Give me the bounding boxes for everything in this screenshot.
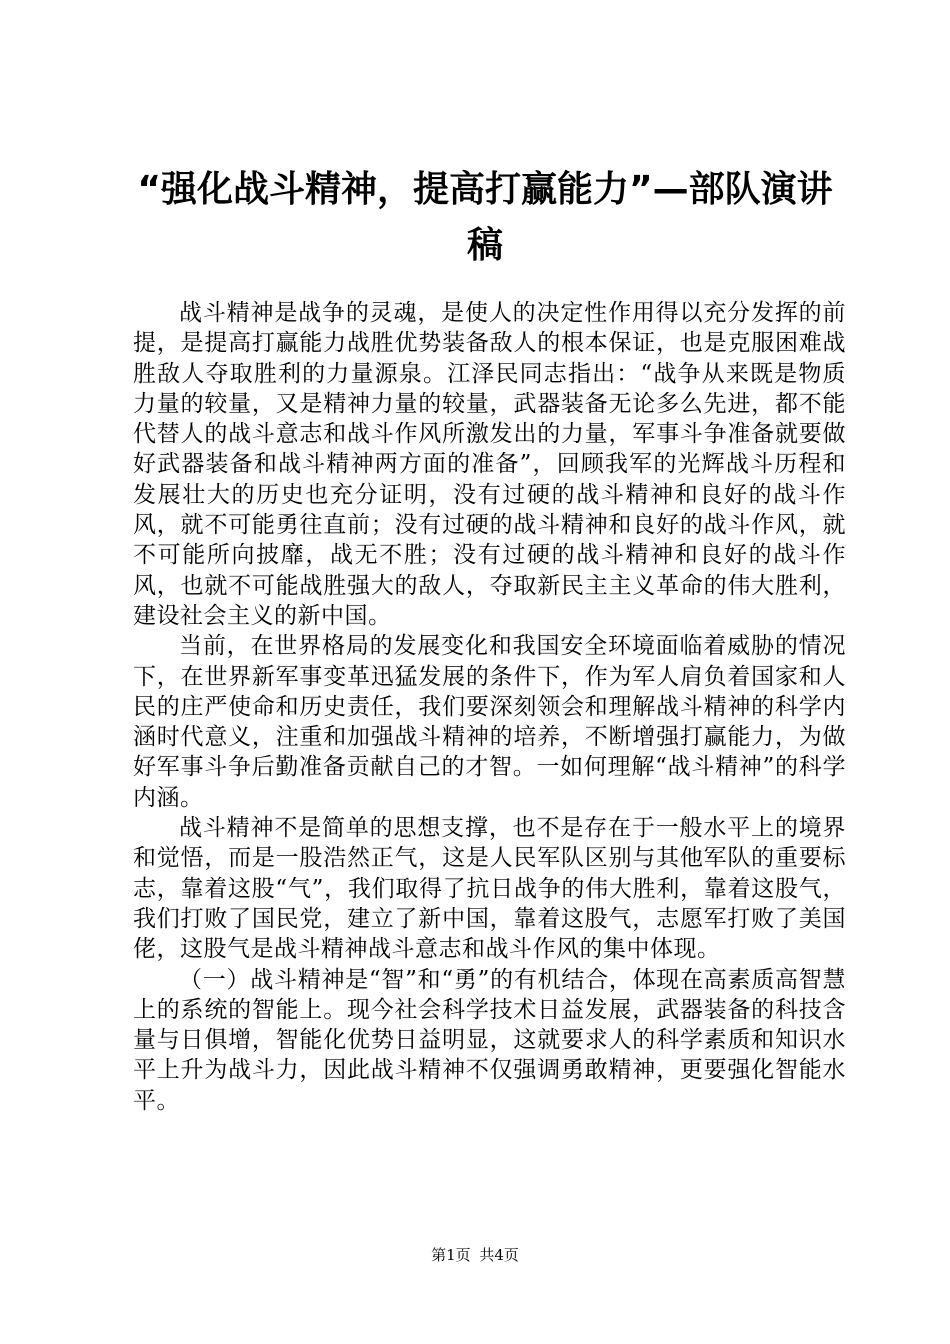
- page-footer: [0, 1244, 950, 1265]
- paragraph: （一）战斗精神是“智”和“勇”的有机结合，体现在高素质高智慧上的系统的智能上。现今社会科学技术日益发展，武器装备的科技含量与日俱增，智能化优势日益明显，这就要求人的科学素质和知识水平上升为战斗力，因此战斗精神不仅强调勇敢精神，更要强化智能水平。: [133, 966, 846, 1114]
- paragraph: 当前，在世界格局的发展变化和我国安全环境面临着威胁的情况下，在世界新军事变革迅猛发展的条件下，作为军人肩负着国家和人民的庄严使命和历史责任，我们要深刻领会和理解战斗精神的科学内涵时代意义，注重和加强战斗精神的培养，不断增强打赢能力，为做好军事斗争后勤准备贡献自己的才智。一如何理解“战斗精神”的科学内涵。: [133, 633, 846, 811]
- document-title: “强化战斗精神，提高打赢能力”—部队演讲稿: [137, 169, 833, 266]
- page-total: 共4页: [479, 1246, 519, 1264]
- paragraph: 战斗精神不是简单的思想支撑，也不是存在于一般水平上的境界和觉悟，而是一股浩然正气，这是人民军队区别与其他军队的重要标志，靠着这股“气”，我们取得了抗日战争的伟大胜利，靠着这股气，我们打败了国民党，建立了新中国，靠着这股气，志愿军打败了美国佬，这股气是战斗精神战斗意志和战斗作风的集中体现。: [133, 815, 846, 963]
- paragraph: 战斗精神是战争的灵魂，是使人的决定性作用得以充分发挥的前提，是提高打赢能力战胜优势装备敌人的根本保证，也是克服困难战胜敌人夺取胜利的力量源泉。江泽民同志指出：“战争从来既是物质力量的较量，又是精神力量的较量，武器装备无论多么先进，都不能代替人的战斗意志和战斗作风所激发出的力量，军事斗争准备就要做好武器装备和战斗精神两方面的准备”，回顾我军的光辉战斗历程和发展壮大的历史也充分证明，没有过硬的战斗精神和良好的战斗作风，就不可能勇往直前；没有过硬的战斗精神和良好的战斗作风，就不可能所向披靡，战无不胜；没有过硬的战斗精神和良好的战斗作风，也就不可能战胜强大的敌人，夺取新民主主义革命的伟大胜利，建设社会主义的新中国。: [133, 300, 846, 629]
- document-body: [133, 298, 846, 1116]
- page-number: 第1页: [431, 1246, 471, 1264]
